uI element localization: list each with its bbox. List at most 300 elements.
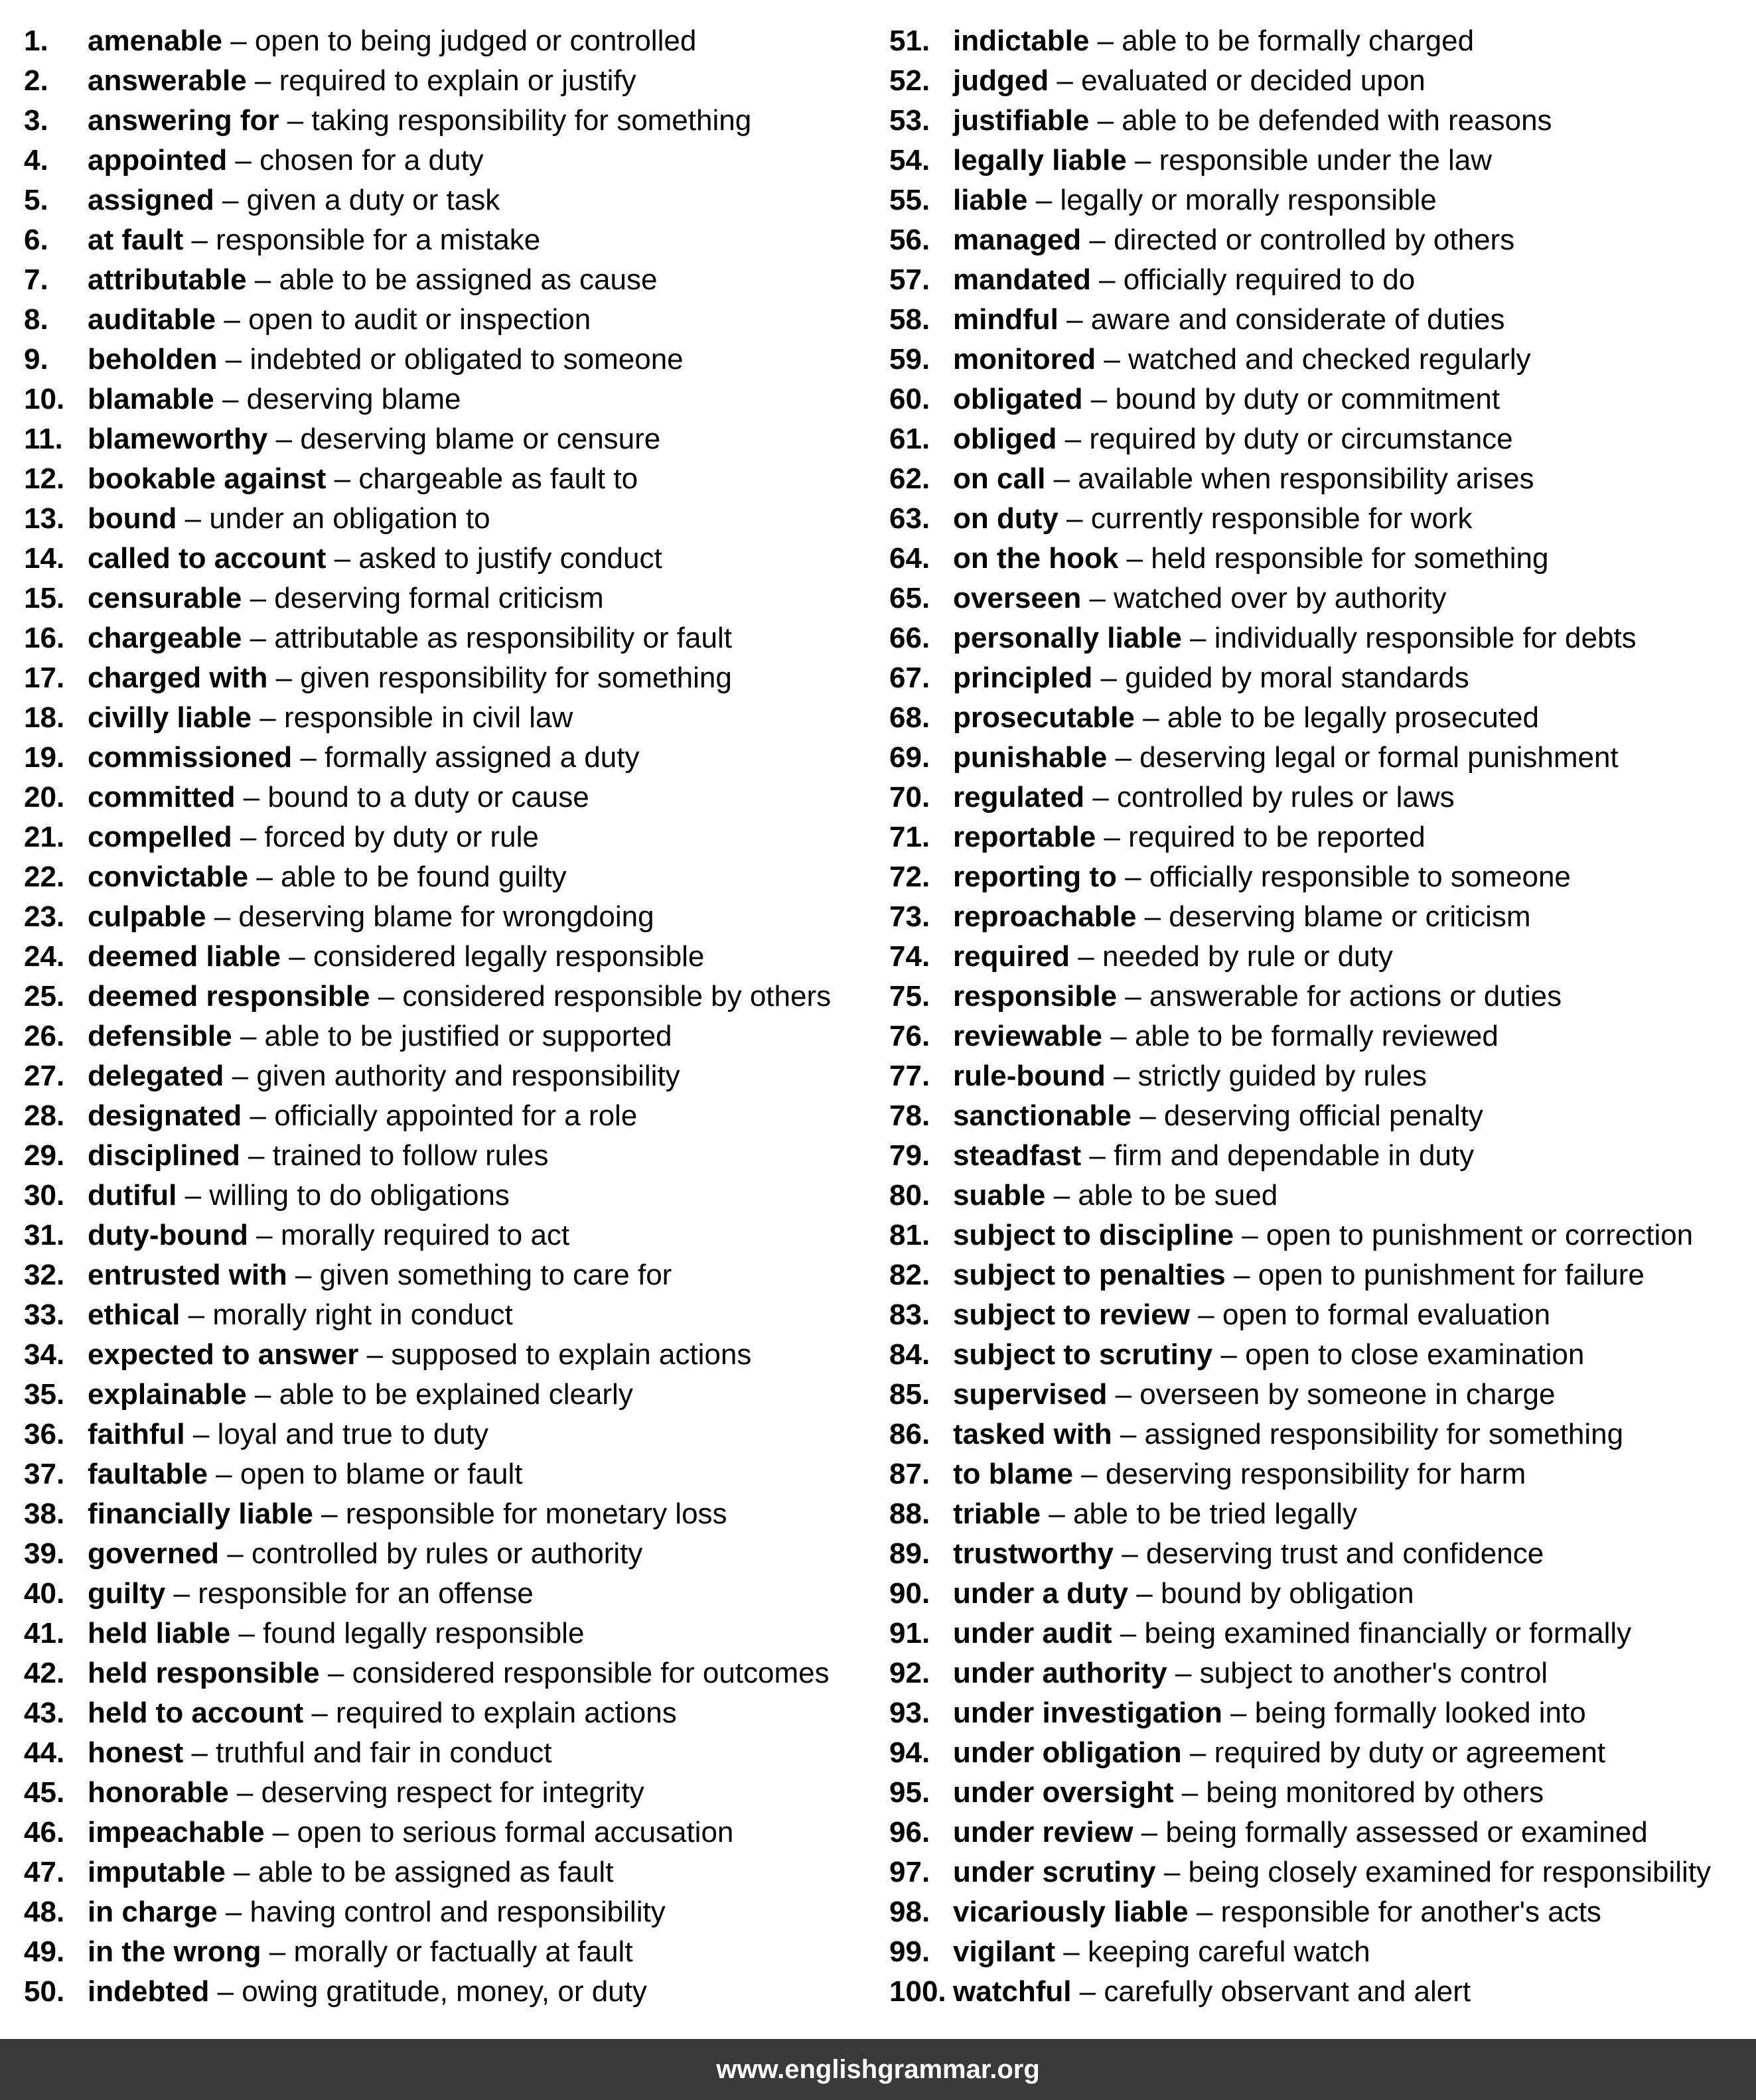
list-item: [889, 220, 1745, 260]
item-term: bookable against: [88, 462, 327, 495]
item-term: steadfast: [953, 1139, 1082, 1172]
item-definition: open to formal evaluation: [1222, 1298, 1551, 1331]
list-item: [889, 1773, 1745, 1813]
item-definition: open to serious formal accusation: [297, 1816, 734, 1849]
item-text: financially liable – responsible for monetary loss: [88, 1498, 727, 1530]
item-number: 68.: [889, 701, 930, 734]
list-item: [24, 180, 880, 220]
item-definition: controlled by rules or laws: [1116, 781, 1455, 813]
item-term: blamable: [88, 383, 214, 415]
item-text: under obligation – required by duty or agreement: [953, 1736, 1606, 1769]
item-text: under authority – subject to another's control: [953, 1657, 1548, 1689]
item-text: auditable – open to audit or inspection: [88, 303, 591, 336]
list-item: [889, 1295, 1745, 1335]
item-text: rule-bound – strictly guided by rules: [953, 1060, 1427, 1092]
list-item: [889, 1892, 1745, 1932]
item-term: liable: [953, 184, 1028, 216]
item-text: prosecutable – able to be legally prosecuted: [953, 701, 1539, 734]
item-text: principled – guided by moral standards: [953, 662, 1469, 694]
list-item: [24, 778, 880, 817]
item-term: to blame: [953, 1458, 1073, 1490]
item-text: reproachable – deserving blame or criticism: [953, 900, 1531, 933]
list-item: [24, 937, 880, 977]
item-term: chargeable: [88, 622, 242, 654]
item-term: regulated: [953, 781, 1085, 813]
item-definition: given responsibility for something: [300, 662, 732, 694]
list-item: [24, 539, 880, 579]
item-term: entrusted with: [88, 1259, 287, 1291]
item-term: under review: [953, 1816, 1134, 1849]
item-text: honest – truthful and fair in conduct: [88, 1736, 552, 1769]
list-item: [24, 1176, 880, 1216]
item-number: 93.: [889, 1697, 930, 1729]
item-number: 49.: [24, 1935, 65, 1968]
list-item: [889, 1972, 1745, 2012]
list-item: [889, 1136, 1745, 1176]
list-item: [889, 1494, 1745, 1534]
item-number: 8.: [24, 303, 48, 336]
item-term: obligated: [953, 383, 1083, 415]
item-number: 38.: [24, 1498, 65, 1530]
item-term: deemed responsible: [88, 980, 370, 1013]
item-text: on call – available when responsibility arises: [953, 462, 1534, 495]
item-text: in the wrong – morally or factually at fault: [88, 1935, 633, 1968]
item-number: 54.: [889, 144, 930, 176]
item-term: deemed liable: [88, 940, 281, 973]
item-text: reporting to – officially responsible to someone: [953, 861, 1571, 893]
item-term: vicariously liable: [953, 1896, 1189, 1928]
item-definition: responsible for another's acts: [1220, 1896, 1601, 1928]
item-number: 13.: [24, 502, 65, 535]
item-text: chargeable – attributable as responsibility or fault: [88, 622, 732, 654]
item-number: 85.: [889, 1378, 930, 1411]
list-item: [889, 1653, 1745, 1693]
item-definition: considered responsible for outcomes: [352, 1657, 830, 1689]
item-number: 23.: [24, 900, 65, 933]
item-term: mindful: [953, 303, 1059, 336]
item-term: supervised: [953, 1378, 1108, 1411]
item-definition: formally assigned a duty: [325, 741, 640, 774]
item-text: deemed liable – considered legally responsible: [88, 940, 705, 973]
item-number: 50.: [24, 1975, 65, 2008]
item-text: mandated – officially required to do: [953, 263, 1416, 296]
list-item: [24, 857, 880, 897]
item-text: suable – able to be sued: [953, 1179, 1278, 1212]
list-item: [889, 1096, 1745, 1136]
item-text: under oversight – being monitored by others: [953, 1776, 1544, 1809]
item-definition: deserving responsibility for harm: [1105, 1458, 1526, 1490]
item-text: faithful – loyal and true to duty: [88, 1418, 489, 1450]
list-item: [889, 1932, 1745, 1972]
word-list-right-column: [889, 21, 1745, 2012]
item-definition: chosen for a duty: [259, 144, 484, 176]
list-item: [24, 1653, 880, 1693]
item-number: 14.: [24, 542, 65, 575]
item-definition: watched over by authority: [1114, 582, 1447, 614]
item-definition: carefully observant and alert: [1104, 1975, 1471, 2008]
item-term: governed: [88, 1537, 220, 1570]
item-text: answering for – taking responsibility for something: [88, 104, 752, 137]
item-number: 73.: [889, 900, 930, 933]
item-term: managed: [953, 224, 1082, 256]
list-item: [889, 897, 1745, 937]
item-number: 81.: [889, 1219, 930, 1251]
item-term: reproachable: [953, 900, 1137, 933]
item-term: vigilant: [953, 1935, 1056, 1968]
item-definition: open to being judged or controlled: [254, 25, 697, 57]
item-number: 30.: [24, 1179, 65, 1212]
list-item: [889, 380, 1745, 419]
item-text: obliged – required by duty or circumstance: [953, 423, 1513, 455]
item-number: 19.: [24, 741, 65, 774]
list-item: [24, 419, 880, 459]
item-number: 35.: [24, 1378, 65, 1411]
list-item: [889, 1375, 1745, 1415]
item-term: under a duty: [953, 1577, 1129, 1610]
item-number: 78.: [889, 1099, 930, 1132]
item-number: 4.: [24, 144, 48, 176]
item-definition: morally right in conduct: [212, 1298, 513, 1331]
item-definition: bound to a duty or cause: [267, 781, 589, 813]
item-text: indictable – able to be formally charged: [953, 25, 1475, 57]
item-text: reviewable – able to be formally reviewed: [953, 1020, 1499, 1052]
item-definition: subject to another's control: [1199, 1657, 1548, 1689]
list-item: [24, 141, 880, 180]
item-term: watchful: [953, 1975, 1072, 2008]
item-term: dutiful: [88, 1179, 177, 1212]
item-term: justifiable: [953, 104, 1090, 137]
item-text: under review – being formally assessed or examined: [953, 1816, 1648, 1849]
item-term: impeachable: [88, 1816, 265, 1849]
item-term: faultable: [88, 1458, 208, 1490]
item-number: 34.: [24, 1338, 65, 1371]
item-term: indebted: [88, 1975, 210, 2008]
item-number: 26.: [24, 1020, 65, 1052]
item-definition: answerable for actions or duties: [1149, 980, 1562, 1013]
item-definition: required to be reported: [1128, 821, 1426, 853]
list-item: [889, 1216, 1745, 1255]
list-item: [24, 459, 880, 499]
list-item: [24, 499, 880, 539]
item-definition: available when responsibility arises: [1078, 462, 1534, 495]
item-text: held to account – required to explain actions: [88, 1697, 677, 1729]
item-definition: being monitored by others: [1206, 1776, 1544, 1809]
item-definition: officially appointed for a role: [274, 1099, 638, 1132]
item-text: governed – controlled by rules or authority: [88, 1537, 643, 1570]
item-term: reviewable: [953, 1020, 1103, 1052]
item-text: censurable – deserving formal criticism: [88, 582, 604, 614]
item-definition: truthful and fair in conduct: [216, 1736, 552, 1769]
list-item: [24, 1375, 880, 1415]
item-definition: able to be assigned as fault: [257, 1856, 614, 1888]
item-definition: able to be formally charged: [1122, 25, 1475, 57]
list-item: [889, 180, 1745, 220]
list-item: [24, 738, 880, 778]
item-number: 9.: [24, 343, 48, 376]
item-term: held to account: [88, 1697, 304, 1729]
item-definition: deserving legal or formal punishment: [1139, 741, 1619, 774]
item-definition: open to close examination: [1245, 1338, 1585, 1371]
list-item: [24, 1415, 880, 1454]
item-definition: asked to justify conduct: [358, 542, 662, 575]
item-term: on call: [953, 462, 1046, 495]
item-term: subject to review: [953, 1298, 1191, 1331]
item-term: auditable: [88, 303, 216, 336]
item-number: 25.: [24, 980, 65, 1013]
list-item: [24, 1932, 880, 1972]
item-definition: needed by rule or duty: [1102, 940, 1393, 973]
item-number: 7.: [24, 263, 48, 296]
item-text: delegated – given authority and responsibility: [88, 1060, 680, 1092]
item-definition: loyal and true to duty: [217, 1418, 489, 1450]
item-definition: controlled by rules or authority: [251, 1537, 643, 1570]
item-number: 60.: [889, 383, 930, 415]
item-definition: guided by moral standards: [1125, 662, 1469, 694]
list-item: [889, 658, 1745, 698]
item-term: obliged: [953, 423, 1057, 455]
list-item: [889, 1733, 1745, 1773]
item-term: compelled: [88, 821, 232, 853]
item-number: 16.: [24, 622, 65, 654]
item-text: committed – bound to a duty or cause: [88, 781, 589, 813]
item-number: 75.: [889, 980, 930, 1013]
list-item: [24, 1295, 880, 1335]
item-definition: aware and considerate of duties: [1090, 303, 1505, 336]
item-text: under investigation – being formally looked into: [953, 1697, 1586, 1729]
item-term: imputable: [88, 1856, 226, 1888]
item-term: answering for: [88, 104, 279, 137]
item-text: tasked with – assigned responsibility for something: [953, 1418, 1624, 1450]
item-number: 70.: [889, 781, 930, 813]
item-text: expected to answer – supposed to explain actions: [88, 1338, 752, 1371]
item-number: 46.: [24, 1816, 65, 1849]
item-number: 74.: [889, 940, 930, 973]
list-item: [889, 1853, 1745, 1892]
item-number: 2.: [24, 64, 48, 97]
item-number: 58.: [889, 303, 930, 336]
item-number: 53.: [889, 104, 930, 137]
item-text: assigned – given a duty or task: [88, 184, 500, 216]
item-number: 45.: [24, 1776, 65, 1809]
item-term: punishable: [953, 741, 1108, 774]
item-text: under a duty – bound by obligation: [953, 1577, 1414, 1610]
item-number: 27.: [24, 1060, 65, 1092]
item-text: supervised – overseen by someone in charge: [953, 1378, 1556, 1411]
item-definition: responsible in civil law: [283, 701, 573, 734]
list-item: [24, 1255, 880, 1295]
list-item: [889, 1056, 1745, 1096]
item-number: 66.: [889, 622, 930, 654]
item-term: held responsible: [88, 1657, 320, 1689]
item-term: required: [953, 940, 1070, 973]
item-term: judged: [953, 64, 1049, 97]
item-number: 44.: [24, 1736, 65, 1769]
item-text: impeachable – open to serious formal accusation: [88, 1816, 734, 1849]
list-item: [889, 340, 1745, 380]
list-item: [889, 141, 1745, 180]
item-text: responsible – answerable for actions or duties: [953, 980, 1562, 1013]
item-definition: willing to do obligations: [209, 1179, 510, 1212]
list-item: [889, 817, 1745, 857]
item-text: obligated – bound by duty or commitment: [953, 383, 1500, 415]
item-definition: currently responsible for work: [1090, 502, 1473, 535]
list-item: [889, 1693, 1745, 1733]
item-definition: considered legally responsible: [313, 940, 705, 973]
list-item: [24, 340, 880, 380]
item-term: under authority: [953, 1657, 1167, 1689]
list-item: [24, 1216, 880, 1255]
item-number: 5.: [24, 184, 48, 216]
item-definition: officially required to do: [1123, 263, 1416, 296]
footer-bar: [0, 2039, 1756, 2100]
item-term: beholden: [88, 343, 218, 376]
item-text: commissioned – formally assigned a duty: [88, 741, 640, 774]
item-definition: able to be justified or supported: [264, 1020, 672, 1052]
list-item: [889, 1016, 1745, 1056]
item-text: compelled – forced by duty or rule: [88, 821, 539, 853]
item-definition: individually responsible for debts: [1214, 622, 1637, 654]
item-term: faithful: [88, 1418, 185, 1450]
item-definition: assigned responsibility for something: [1144, 1418, 1624, 1450]
item-number: 69.: [889, 741, 930, 774]
item-text: civilly liable – responsible in civil law: [88, 701, 573, 734]
list-item: [24, 220, 880, 260]
item-text: attributable – able to be assigned as cause: [88, 263, 658, 296]
item-text: called to account – asked to justify conduct: [88, 542, 662, 575]
item-definition: open to audit or inspection: [248, 303, 591, 336]
item-number: 72.: [889, 861, 930, 893]
item-text: blameworthy – deserving blame or censure: [88, 423, 661, 455]
item-definition: responsible for monetary loss: [345, 1498, 727, 1530]
item-text: guilty – responsible for an offense: [88, 1577, 534, 1610]
item-definition: considered responsible by others: [402, 980, 832, 1013]
footer-url[interactable]: www.englishgrammar.org: [716, 2055, 1040, 2084]
item-definition: directed or controlled by others: [1114, 224, 1515, 256]
list-item: [24, 300, 880, 340]
item-definition: required by duty or circumstance: [1089, 423, 1513, 455]
item-term: mandated: [953, 263, 1091, 296]
item-term: duty-bound: [88, 1219, 248, 1251]
item-text: subject to discipline – open to punishment or correction: [953, 1219, 1694, 1251]
item-term: under obligation: [953, 1736, 1182, 1769]
item-text: vigilant – keeping careful watch: [953, 1935, 1370, 1968]
item-number: 24.: [24, 940, 65, 973]
item-term: triable: [953, 1498, 1041, 1530]
item-definition: able to be tried legally: [1072, 1498, 1358, 1530]
item-definition: attributable as responsibility or fault: [274, 622, 732, 654]
item-number: 71.: [889, 821, 930, 853]
item-term: honest: [88, 1736, 184, 1769]
item-text: justifiable – able to be defended with reasons: [953, 104, 1552, 137]
item-term: suable: [953, 1179, 1046, 1212]
item-text: regulated – controlled by rules or laws: [953, 781, 1455, 813]
list-item: [889, 738, 1745, 778]
item-number: 42.: [24, 1657, 65, 1689]
item-text: explainable – able to be explained clearly: [88, 1378, 633, 1411]
item-term: under audit: [953, 1617, 1112, 1649]
item-term: assigned: [88, 184, 214, 216]
item-number: 11.: [24, 423, 63, 455]
item-text: bookable against – chargeable as fault to: [88, 462, 638, 495]
item-number: 65.: [889, 582, 930, 614]
item-definition: able to be explained clearly: [279, 1378, 633, 1411]
item-number: 56.: [889, 224, 930, 256]
item-term: answerable: [88, 64, 247, 97]
item-term: blameworthy: [88, 423, 268, 455]
item-definition: open to punishment or correction: [1266, 1219, 1694, 1251]
item-term: bound: [88, 502, 177, 535]
item-text: managed – directed or controlled by others: [953, 224, 1515, 256]
item-text: steadfast – firm and dependable in duty: [953, 1139, 1475, 1172]
item-term: on the hook: [953, 542, 1119, 575]
item-text: in charge – having control and responsibility: [88, 1896, 666, 1928]
item-term: held liable: [88, 1617, 231, 1649]
list-item: [889, 300, 1745, 340]
item-definition: deserving blame for wrongdoing: [238, 900, 654, 933]
item-text: indebted – owing gratitude, money, or duty: [88, 1975, 647, 2008]
item-term: called to account: [88, 542, 327, 575]
item-term: in charge: [88, 1896, 218, 1928]
item-definition: held responsible for something: [1151, 542, 1549, 575]
item-number: 57.: [889, 263, 930, 296]
list-item: [889, 1176, 1745, 1216]
list-item: [24, 897, 880, 937]
list-item: [24, 1454, 880, 1494]
item-term: rule-bound: [953, 1060, 1106, 1092]
item-text: answerable – required to explain or justify: [88, 64, 636, 97]
item-number: 21.: [24, 821, 65, 853]
item-term: designated: [88, 1099, 242, 1132]
item-text: trustworthy – deserving trust and confidence: [953, 1537, 1544, 1570]
item-definition: being examined financially or formally: [1144, 1617, 1632, 1649]
list-item: [24, 977, 880, 1016]
item-number: 52.: [889, 64, 930, 97]
item-definition: able to be sued: [1078, 1179, 1278, 1212]
item-term: censurable: [88, 582, 242, 614]
item-number: 33.: [24, 1298, 65, 1331]
item-text: defensible – able to be justified or supported: [88, 1020, 672, 1052]
item-text: on duty – currently responsible for work: [953, 502, 1473, 535]
item-text: faultable – open to blame or fault: [88, 1458, 523, 1490]
item-text: beholden – indebted or obligated to someone: [88, 343, 684, 376]
item-term: ethical: [88, 1298, 181, 1331]
list-item: [889, 1534, 1745, 1574]
item-number: 29.: [24, 1139, 65, 1172]
list-item: [24, 61, 880, 101]
list-item: [889, 1415, 1745, 1454]
item-definition: being formally looked into: [1254, 1697, 1586, 1729]
item-term: appointed: [88, 144, 228, 176]
list-item: [24, 1494, 880, 1534]
item-number: 86.: [889, 1418, 930, 1450]
item-text: amenable – open to being judged or controlled: [88, 25, 697, 57]
item-number: 15.: [24, 582, 65, 614]
item-number: 55.: [889, 184, 930, 216]
item-definition: being closely examined for responsibility: [1188, 1856, 1712, 1888]
item-text: sanctionable – deserving official penalty: [953, 1099, 1483, 1132]
list-item: [24, 1733, 880, 1773]
item-text: on the hook – held responsible for something: [953, 542, 1549, 575]
item-term: monitored: [953, 343, 1096, 376]
item-definition: able to be defended with reasons: [1122, 104, 1552, 137]
item-definition: overseen by someone in charge: [1139, 1378, 1556, 1411]
item-definition: taking responsibility for something: [311, 104, 752, 137]
item-number: 48.: [24, 1896, 65, 1928]
item-text: appointed – chosen for a duty: [88, 144, 484, 176]
item-definition: keeping careful watch: [1087, 1935, 1370, 1968]
item-text: ethical – morally right in conduct: [88, 1298, 513, 1331]
item-text: to blame – deserving responsibility for harm: [953, 1458, 1526, 1490]
